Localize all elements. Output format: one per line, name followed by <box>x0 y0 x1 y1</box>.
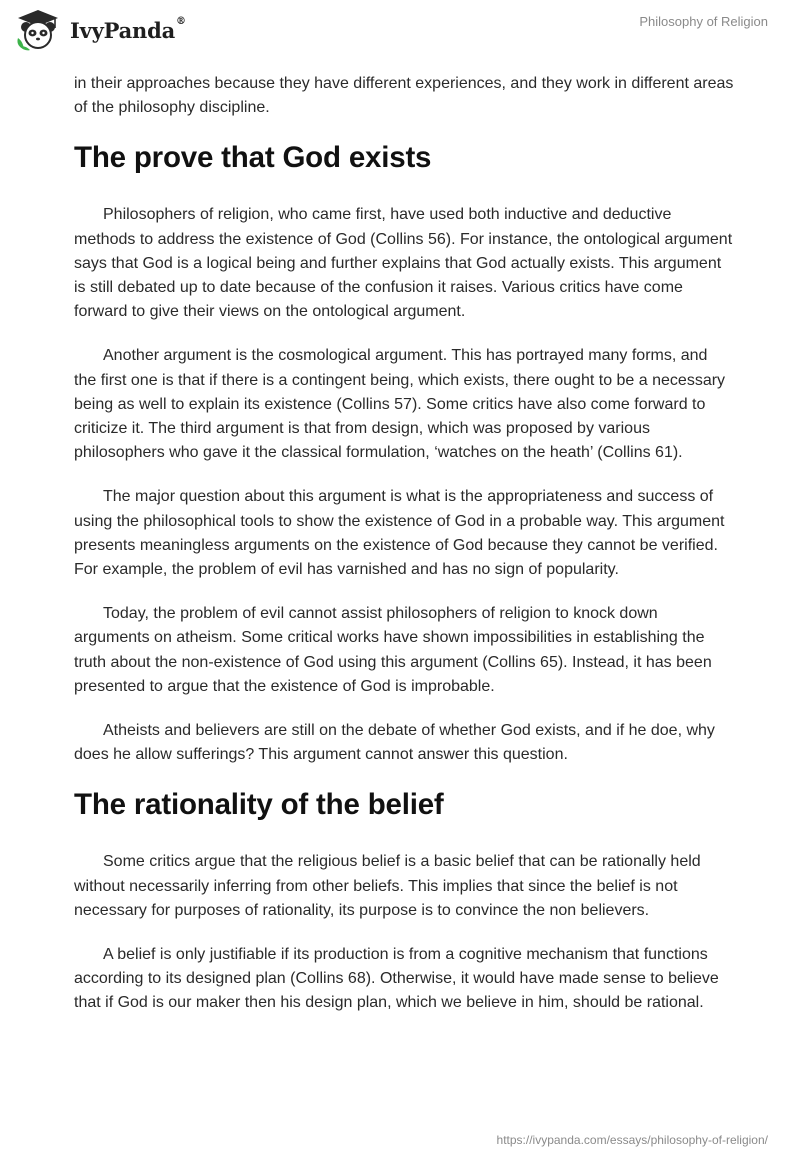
paragraph: Atheists and believers are still on the debate of whether God exists, and if he doe, why does he allow sufferings? This argument cannot answer this question. <box>74 722 715 764</box>
paragraph: A belief is only justifiable if its production is from a cognitive mechanism that functions according to its designed plan (Collins 68). Otherwise, it would have made sense to believe that if God is our maker then his design plan, which we believe in him, should be rational. <box>74 946 719 1012</box>
source-url[interactable]: https://ivypanda.com/essays/philosophy-of-religion/ <box>496 1133 768 1147</box>
paragraph: Some critics argue that the religious belief is a basic belief that can be rationally held without necessarily inferring from other beliefs. This implies that since the belief is not necessary for purposes of rationality, its purpose is to convince the non believers. <box>74 853 701 919</box>
panda-graduate-icon <box>14 8 62 52</box>
paragraph: Another argument is the cosmological argument. This has portrayed many forms, and the first one is that if there is a contingent being, which exists, there ought to be a necessary being as well to explain its existence (Collins 57). Some critics have also come forward to criticize it. The third argument is that from design, which was proposed by various philosophers who gave it the classical formulation, ‘watches on the heath’ (Collins 61). <box>74 347 726 462</box>
paragraph: Today, the problem of evil cannot assist philosophers of religion to knock down arguments on atheism. Some critical works have shown impossibilities in establishing the truth about the non-existence of God using this argument (Collins 65). Instead, it has been presented to argue that the existence of God is improbable. <box>74 605 712 695</box>
intro-paragraph: in their approaches because they have different experiences, and they work in different areas of the philosophy discipline. <box>74 75 734 117</box>
ivypanda-logo[interactable] <box>14 8 186 52</box>
essay-content <box>74 72 734 1036</box>
document-title: Philosophy of Religion <box>639 14 768 29</box>
page-header <box>0 0 800 60</box>
brand-name: IvyPanda® <box>70 15 186 43</box>
section-heading-rationality: The rationality of the belief <box>74 788 444 822</box>
paragraph: Philosophers of religion, who came first, have used both inductive and deductive methods to address the existence of God (Collins 56). For instance, the ontological argument says that God is a logical being and further explains that God actually exists. This argument is still debated up to date because of the confusion it raises. Various critics have come forward to give their views on the ontological argument. <box>74 206 733 321</box>
section-heading-prove: The prove that God exists <box>74 141 432 175</box>
paragraph: The major question about this argument is what is the appropriateness and success of using the philosophical tools to show the existence of God in a probable way. This argument presents meaningless arguments on the existence of God because they cannot be verified. For example, the problem of evil has varnished and has no sign of popularity. <box>74 488 725 579</box>
